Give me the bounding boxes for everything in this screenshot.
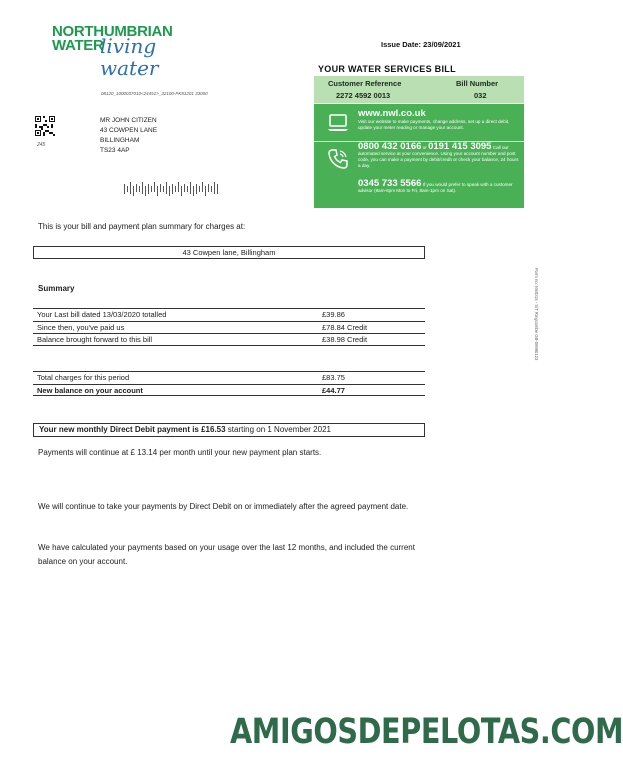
row-label: Total charges for this period [37,373,130,382]
totals-table [33,371,425,396]
qr-code [35,116,55,136]
postal-barcode [124,182,220,196]
watermark: AMIGOSDEPELOTAS.COM [230,712,623,752]
customer-address [100,116,157,156]
table-row [33,384,425,397]
address-line: BILLINGHAM [100,137,140,144]
table-row [33,308,425,321]
summary-table [33,308,425,346]
table-row [33,371,425,384]
issue-date: Issue Date: 23/09/2021 [381,40,461,49]
phone-or: or [422,145,427,150]
qr-number: 245 [37,142,46,148]
table-row [33,333,425,346]
row-value: £83.75 [322,373,345,382]
direct-debit-start: starting on 1 November 2021 [225,425,331,434]
direct-debit-timing-text: We will continue to take your payments by Direct Debit on or immediately after the agreed payment date. [38,502,409,511]
bill-number-value: 032 [474,91,487,100]
calculation-text: We have calculated your payments based on your usage over the last 12 months, and included the current balance on your account. [38,543,415,566]
direct-debit-amount: Your new monthly Direct Debit payment is £16.53 [39,425,226,434]
website-description: Visit our website to make payments, change address, set up a direct debit, update your meter reading or manage your account. [358,119,510,130]
property-address: 43 Cowpen lane, Billingham [33,246,425,259]
bill-title: YOUR WATER SERVICES BILL [318,64,456,74]
address-line: 43 COWPEN LANE [100,127,158,134]
row-value: £78.84 Credit [322,322,368,332]
summary-heading: Summary [38,284,75,293]
form-number-text: Form no: NWD15 - S/T Ringcombe GB-09990123 [534,268,539,361]
intro-text: This is your bill and payment plan summary for charges at: [38,222,246,231]
phone-advisor-text: If you would prefer to speak with a customer advisor (8am-6pm Mon to Fri, 8am-1pm on Sat). [358,182,513,193]
row-value: £39.86 [322,310,345,319]
row-value: £38.98 Credit [322,335,368,344]
contact-panel [314,104,524,208]
form-number-side-text [531,268,539,388]
row-label: New balance on your account [37,385,143,395]
payment-continuation-text: Payments will continue at £ 13.14 per month until your new payment plan starts. [38,448,322,457]
phone-number-advisor[interactable]: 0345 733 5566 [358,178,422,189]
phone-automated-text: Call our automated service at your convenience. Using your account number and post code, you can make a payment by debit/credit or check your balance, 24 hours a day. [358,145,519,168]
row-label: Balance brought forward to this bill [37,335,153,344]
reference-box [314,76,524,103]
logo-line-living-water: living water [100,34,159,80]
customer-reference-label: Customer Reference [328,79,402,88]
phone-automated-block [358,141,522,169]
website-link[interactable]: www.nwl.co.uk [358,108,426,119]
phone-number-primary[interactable]: 0800 432 0166 [358,141,422,152]
phone-advisor-block [358,178,522,194]
mailing-reference-line: 08120_1000037010<24451>_32100-PK81201 33000 [101,91,208,96]
direct-debit-box [33,423,425,437]
phone-icon [327,148,349,170]
address-line: MR JOHN CITIZEN [100,117,157,124]
row-label: Since then, you've paid us [37,322,125,332]
address-line: TS23 4AP [100,147,130,154]
logo-line-water: WATER [52,37,104,54]
company-logo [52,23,212,80]
phone-number-secondary[interactable]: 0191 415 3095 [428,141,492,152]
logo-line-northumbrian: NORTHUMBRIAN [52,23,173,40]
table-row [33,321,425,334]
bill-number-label: Bill Number [456,79,499,88]
row-value: £44.77 [322,385,345,395]
laptop-icon [327,112,349,134]
row-label: Your Last bill dated 13/03/2020 totalled [37,310,167,319]
customer-reference-value: 2272 4592 0013 [336,91,391,100]
